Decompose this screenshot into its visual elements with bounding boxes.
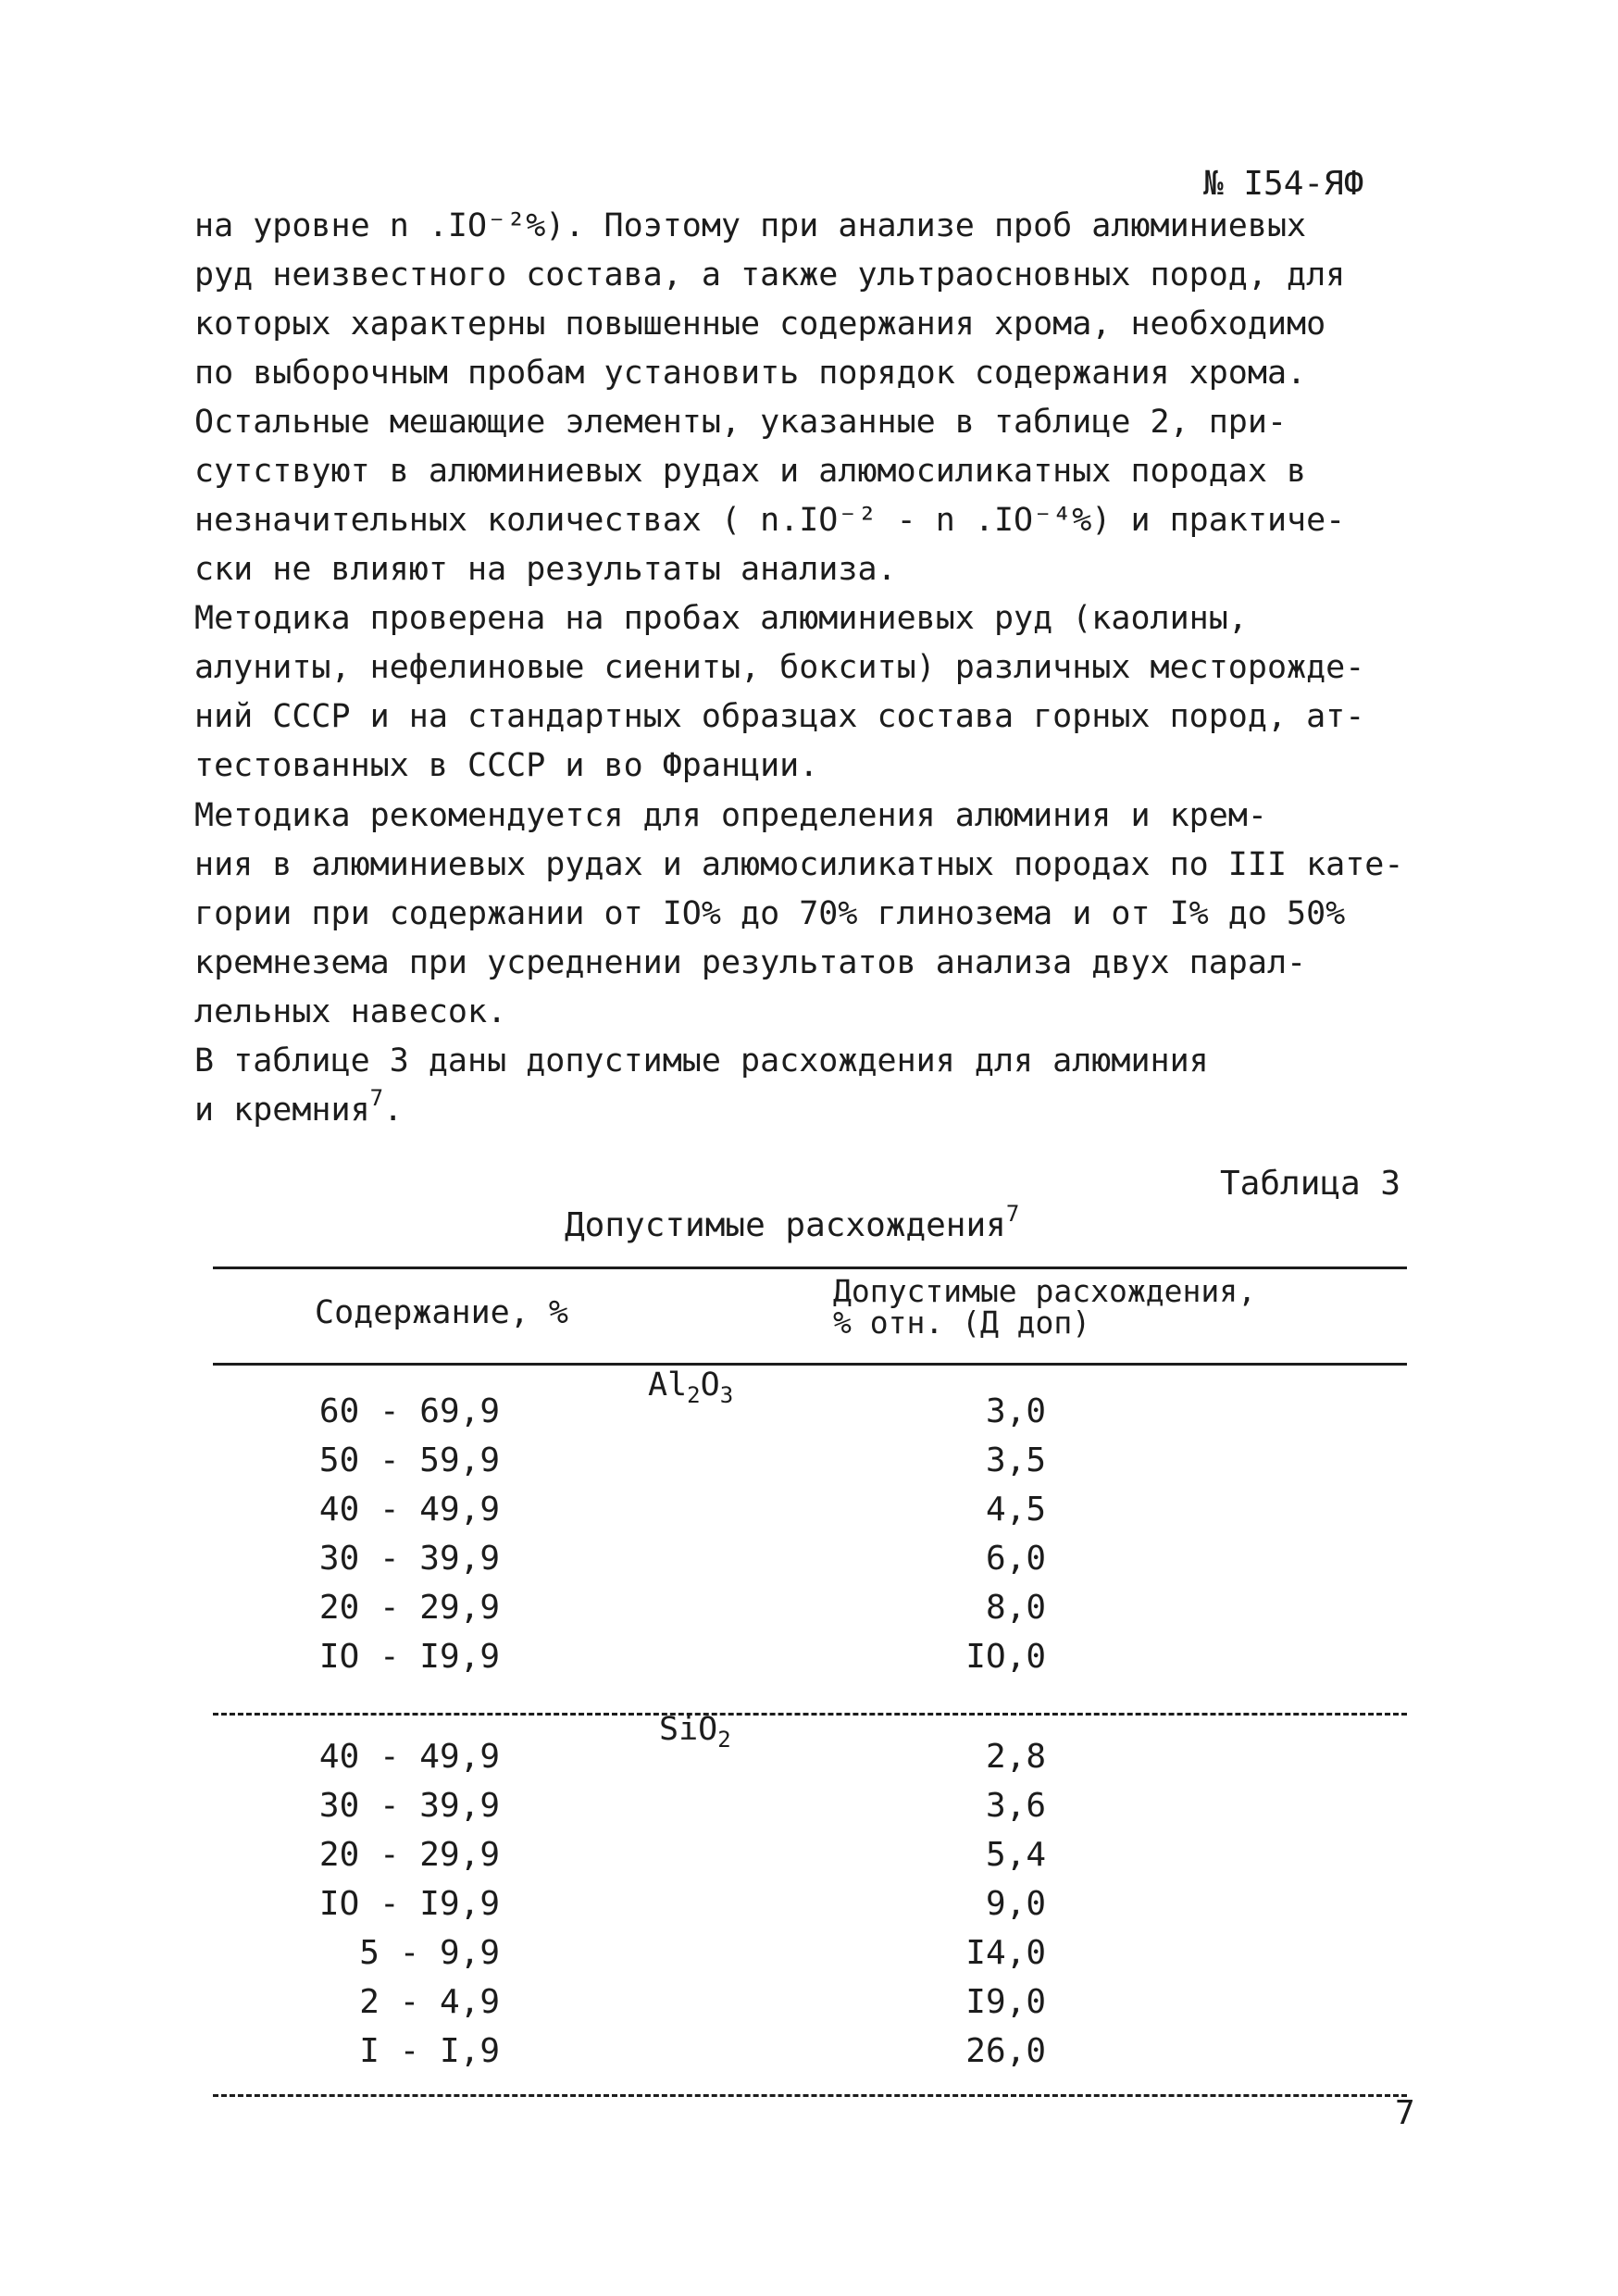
table-title	[565, 1201, 1020, 1244]
allowed-diff: I9,0	[965, 1983, 1046, 2021]
paragraph-2	[194, 398, 1425, 594]
table-bottom-rule	[213, 2094, 1407, 2097]
page-number: 7	[1395, 2094, 1415, 2132]
text-line: по выборочным пробам установить порядок содержания хрома.	[194, 355, 1307, 392]
text-line: ний СССР и на стандартных образцах состава горных пород, ат-	[194, 698, 1365, 735]
text-fragment: и кремния	[194, 1092, 370, 1129]
text-line: сутствуют в алюминиевых рудах и алюмосиликатных породах в	[194, 453, 1307, 490]
table-top-rule	[213, 1267, 1407, 1269]
paragraph-3	[194, 594, 1425, 791]
text-line: ски не влияют на результаты анализа.	[194, 551, 897, 588]
text-line: Методика рекомендуется для определения алюминия и крем-	[194, 797, 1267, 834]
text-line: алуниты, нефелиновые сиениты, бокситы) различных месторожде-	[194, 649, 1365, 686]
text-line: гории при содержании от IO% до 70% глинозема и от I% до 50%	[194, 895, 1346, 932]
formula-subscript: 2	[687, 1382, 701, 1408]
formula-part: Al	[648, 1366, 688, 1404]
section-label-al2o3	[648, 1366, 734, 1408]
formula-part: O	[700, 1366, 720, 1404]
allowed-diff: IO,0	[965, 1638, 1046, 1676]
text-line: лельных навесок.	[194, 993, 507, 1030]
allowed-diff: 26,0	[965, 2032, 1046, 2070]
footnote-ref: 7	[369, 1085, 384, 1111]
allowed-diff: 9,0	[985, 1885, 1046, 1923]
text-line: тестованных в СССР и во Франции.	[194, 747, 819, 784]
allowed-diff: 6,0	[985, 1540, 1046, 1578]
text-line: кремнезема при усреднении результатов анализа двух парал-	[194, 944, 1307, 981]
content-range: IO - I9,9	[318, 1638, 500, 1676]
text-line: Методика проверена на пробах алюминиевых руд (каолины,	[194, 600, 1248, 637]
formula-part: SiO	[659, 1711, 718, 1748]
footnote-ref: 7	[1005, 1201, 1020, 1227]
table-label: Таблица 3	[1220, 1165, 1401, 1203]
allowed-diff: I4,0	[965, 1934, 1046, 1972]
text-line: на уровне n .IO⁻²%). Поэтому при анализе проб алюминиевых	[194, 207, 1307, 244]
text-line: руд неизвестного состава, а также ультраосновных пород, для	[194, 256, 1346, 293]
column-header-diff-line: Допустимые расхождения,	[833, 1273, 1256, 1309]
content-range: 30 - 39,9	[318, 1540, 500, 1578]
section-label-sio2	[659, 1711, 731, 1753]
allowed-diff: 8,0	[985, 1589, 1046, 1627]
text-line: В таблице 3 даны допустимые расхождения для алюминия	[194, 1042, 1209, 1079]
text-line	[194, 1086, 1425, 1135]
text-line: ния в алюминиевых рудах и алюмосиликатных породах по III кате-	[194, 846, 1404, 883]
content-range: 40 - 49,9	[318, 1491, 500, 1529]
allowed-diff: 3,0	[985, 1392, 1046, 1430]
content-range: 40 - 49,9	[318, 1738, 500, 1776]
allowed-diff: 5,4	[985, 1836, 1046, 1874]
content-range: 50 - 59,9	[318, 1441, 500, 1479]
allowed-diff: 2,8	[985, 1738, 1046, 1776]
text-line: незначительных количествах ( n.IO⁻² - n .IO⁻⁴%) и практиче-	[194, 502, 1346, 539]
paragraph-1	[194, 202, 1425, 398]
text-line: которых характерны повышенные содержания хрома, необходимо	[194, 306, 1326, 343]
content-range: I - I,9	[359, 2032, 500, 2070]
formula-subscript: 3	[719, 1382, 734, 1408]
allowed-diff: 4,5	[985, 1491, 1046, 1529]
table-title-text: Допустимые расхождения	[565, 1206, 1006, 1244]
content-range: 5 - 9,9	[359, 1934, 500, 1972]
content-range: IO - I9,9	[318, 1885, 500, 1923]
allowed-diff: 3,5	[985, 1441, 1046, 1479]
allowed-diff: 3,6	[985, 1787, 1046, 1825]
content-range: 30 - 39,9	[318, 1787, 500, 1825]
column-header-diff-line: % отн. (Д доп)	[833, 1304, 1091, 1341]
paragraph-5	[194, 1037, 1425, 1135]
formula-subscript: 2	[717, 1727, 731, 1753]
content-range: 20 - 29,9	[318, 1589, 500, 1627]
content-range: 2 - 4,9	[359, 1983, 500, 2021]
text-fragment: .	[383, 1092, 404, 1129]
header-rule	[213, 1363, 1407, 1366]
section-divider	[213, 1713, 1407, 1716]
content-range: 60 - 69,9	[318, 1392, 500, 1430]
paragraph-4	[194, 792, 1425, 1037]
doc-number: № I54-ЯФ	[1203, 165, 1364, 203]
column-header-diff	[833, 1273, 1256, 1341]
column-header-content: Содержание, %	[315, 1294, 568, 1331]
text-line: Остальные мешающие элементы, указанные в таблице 2, при-	[194, 404, 1288, 441]
content-range: 20 - 29,9	[318, 1836, 500, 1874]
